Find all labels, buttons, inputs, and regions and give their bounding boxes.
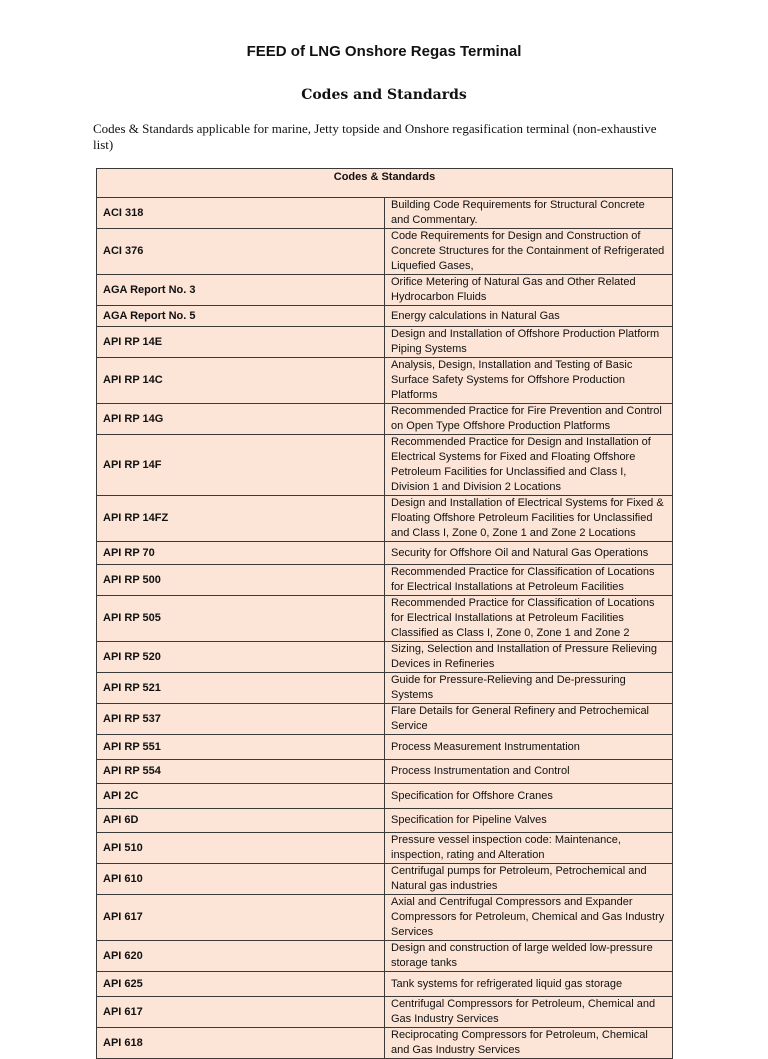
table-row — [97, 358, 673, 404]
standard-description: Energy calculations in Natural Gas — [385, 306, 673, 327]
table-header: Codes & Standards — [97, 169, 673, 198]
standard-code: API RP 537 — [97, 704, 385, 735]
table-row — [97, 735, 673, 760]
standard-code: API 2C — [97, 784, 385, 809]
table-row — [97, 275, 673, 306]
standard-code: API 625 — [97, 972, 385, 997]
table-row — [97, 542, 673, 565]
standard-description: Analysis, Design, Installation and Testing of Basic Surface Safety Systems for Offshore Production Platforms — [385, 358, 673, 404]
standard-description: Flare Details for General Refinery and Petrochemical Service — [385, 704, 673, 735]
standard-description: Specification for Offshore Cranes — [385, 784, 673, 809]
table-row — [97, 496, 673, 542]
standard-description: Recommended Practice for Classification of Locations for Electrical Installations at Petroleum Facilities Classified as Class I, Zone 0, Zone 1 and Zone 2 — [385, 596, 673, 642]
standard-description: Recommended Practice for Design and Installation of Electrical Systems for Fixed and Floating Offshore Petroleum Facilities for Unclassified and Class I, Division 1 and Division 2 Locations — [385, 435, 673, 496]
section-title: Codes and Standards — [301, 87, 467, 103]
table-row — [97, 760, 673, 784]
standard-code: API 6D — [97, 809, 385, 833]
standard-description: Orifice Metering of Natural Gas and Other Related Hydrocarbon Fluids — [385, 275, 673, 306]
table-row — [97, 642, 673, 673]
standard-description: Pressure vessel inspection code: Maintenance, inspection, rating and Alteration — [385, 833, 673, 864]
standard-code: API 617 — [97, 895, 385, 941]
standard-code: API 618 — [97, 1028, 385, 1059]
table-row — [97, 997, 673, 1028]
standard-code: API RP 500 — [97, 565, 385, 596]
standard-code: API RP 14E — [97, 327, 385, 358]
standard-description: Building Code Requirements for Structural Concrete and Commentary. — [385, 198, 673, 229]
table-row — [97, 809, 673, 833]
table-row — [97, 972, 673, 997]
table-header-row — [97, 169, 673, 198]
codes-standards-table — [96, 168, 673, 1059]
table-row — [97, 198, 673, 229]
standard-description: Recommended Practice for Fire Prevention and Control on Open Type Offshore Production Platforms — [385, 404, 673, 435]
table-row — [97, 784, 673, 809]
standard-description: Design and Installation of Offshore Production Platform Piping Systems — [385, 327, 673, 358]
table-row — [97, 404, 673, 435]
table-row — [97, 327, 673, 358]
standard-description: Guide for Pressure-Relieving and De-pressuring Systems — [385, 673, 673, 704]
standard-code: API RP 14G — [97, 404, 385, 435]
standard-description: Sizing, Selection and Installation of Pressure Relieving Devices in Refineries — [385, 642, 673, 673]
standard-description: Process Measurement Instrumentation — [385, 735, 673, 760]
table-row — [97, 229, 673, 275]
table-row — [97, 673, 673, 704]
table-row — [97, 895, 673, 941]
standard-code: API RP 520 — [97, 642, 385, 673]
standard-code: API RP 551 — [97, 735, 385, 760]
table-row — [97, 435, 673, 496]
standard-description: Security for Offshore Oil and Natural Gas Operations — [385, 542, 673, 565]
table-row — [97, 306, 673, 327]
standard-code: API RP 521 — [97, 673, 385, 704]
standard-code: API RP 14F — [97, 435, 385, 496]
standard-code: API RP 70 — [97, 542, 385, 565]
standard-code: API 610 — [97, 864, 385, 895]
standard-description: Recommended Practice for Classification of Locations for Electrical Installations at Petroleum Facilities — [385, 565, 673, 596]
standard-code: API RP 505 — [97, 596, 385, 642]
standard-code: API RP 554 — [97, 760, 385, 784]
table-row — [97, 596, 673, 642]
standard-description: Centrifugal Compressors for Petroleum, Chemical and Gas Industry Services — [385, 997, 673, 1028]
standard-description: Centrifugal pumps for Petroleum, Petrochemical and Natural gas industries — [385, 864, 673, 895]
standard-code: API 617 — [97, 997, 385, 1028]
standard-description: Design and Installation of Electrical Systems for Fixed & Floating Offshore Petroleum Facilities for Unclassified and Class I, Zone 0, Zone 1 and Zone 2 Locations — [385, 496, 673, 542]
standard-code: API RP 14C — [97, 358, 385, 404]
standard-code: ACI 318 — [97, 198, 385, 229]
standard-description: Axial and Centrifugal Compressors and Expander Compressors for Petroleum, Chemical and Gas Industry Services — [385, 895, 673, 941]
standard-description: Tank systems for refrigerated liquid gas storage — [385, 972, 673, 997]
table-row — [97, 565, 673, 596]
standard-description: Reciprocating Compressors for Petroleum, Chemical and Gas Industry Services — [385, 1028, 673, 1059]
intro-paragraph: Codes & Standards applicable for marine, Jetty topside and Onshore regasification terminal (non-exhaustive list) — [93, 121, 657, 152]
table-body — [97, 198, 673, 1059]
standard-description: Code Requirements for Design and Construction of Concrete Structures for the Containment of Refrigerated Liquefied Gases, — [385, 229, 673, 275]
standard-description: Design and construction of large welded low-pressure storage tanks — [385, 941, 673, 972]
standard-code: AGA Report No. 5 — [97, 306, 385, 327]
table-row — [97, 833, 673, 864]
standard-code: API 620 — [97, 941, 385, 972]
table-row — [97, 941, 673, 972]
standard-description: Process Instrumentation and Control — [385, 760, 673, 784]
table-row — [97, 864, 673, 895]
standard-code: API RP 14FZ — [97, 496, 385, 542]
standard-code: AGA Report No. 3 — [97, 275, 385, 306]
table-row — [97, 704, 673, 735]
standard-code: ACI 376 — [97, 229, 385, 275]
document-title: FEED of LNG Onshore Regas Terminal — [246, 43, 522, 60]
standard-code: API 510 — [97, 833, 385, 864]
table-row — [97, 1028, 673, 1059]
standard-description: Specification for Pipeline Valves — [385, 809, 673, 833]
